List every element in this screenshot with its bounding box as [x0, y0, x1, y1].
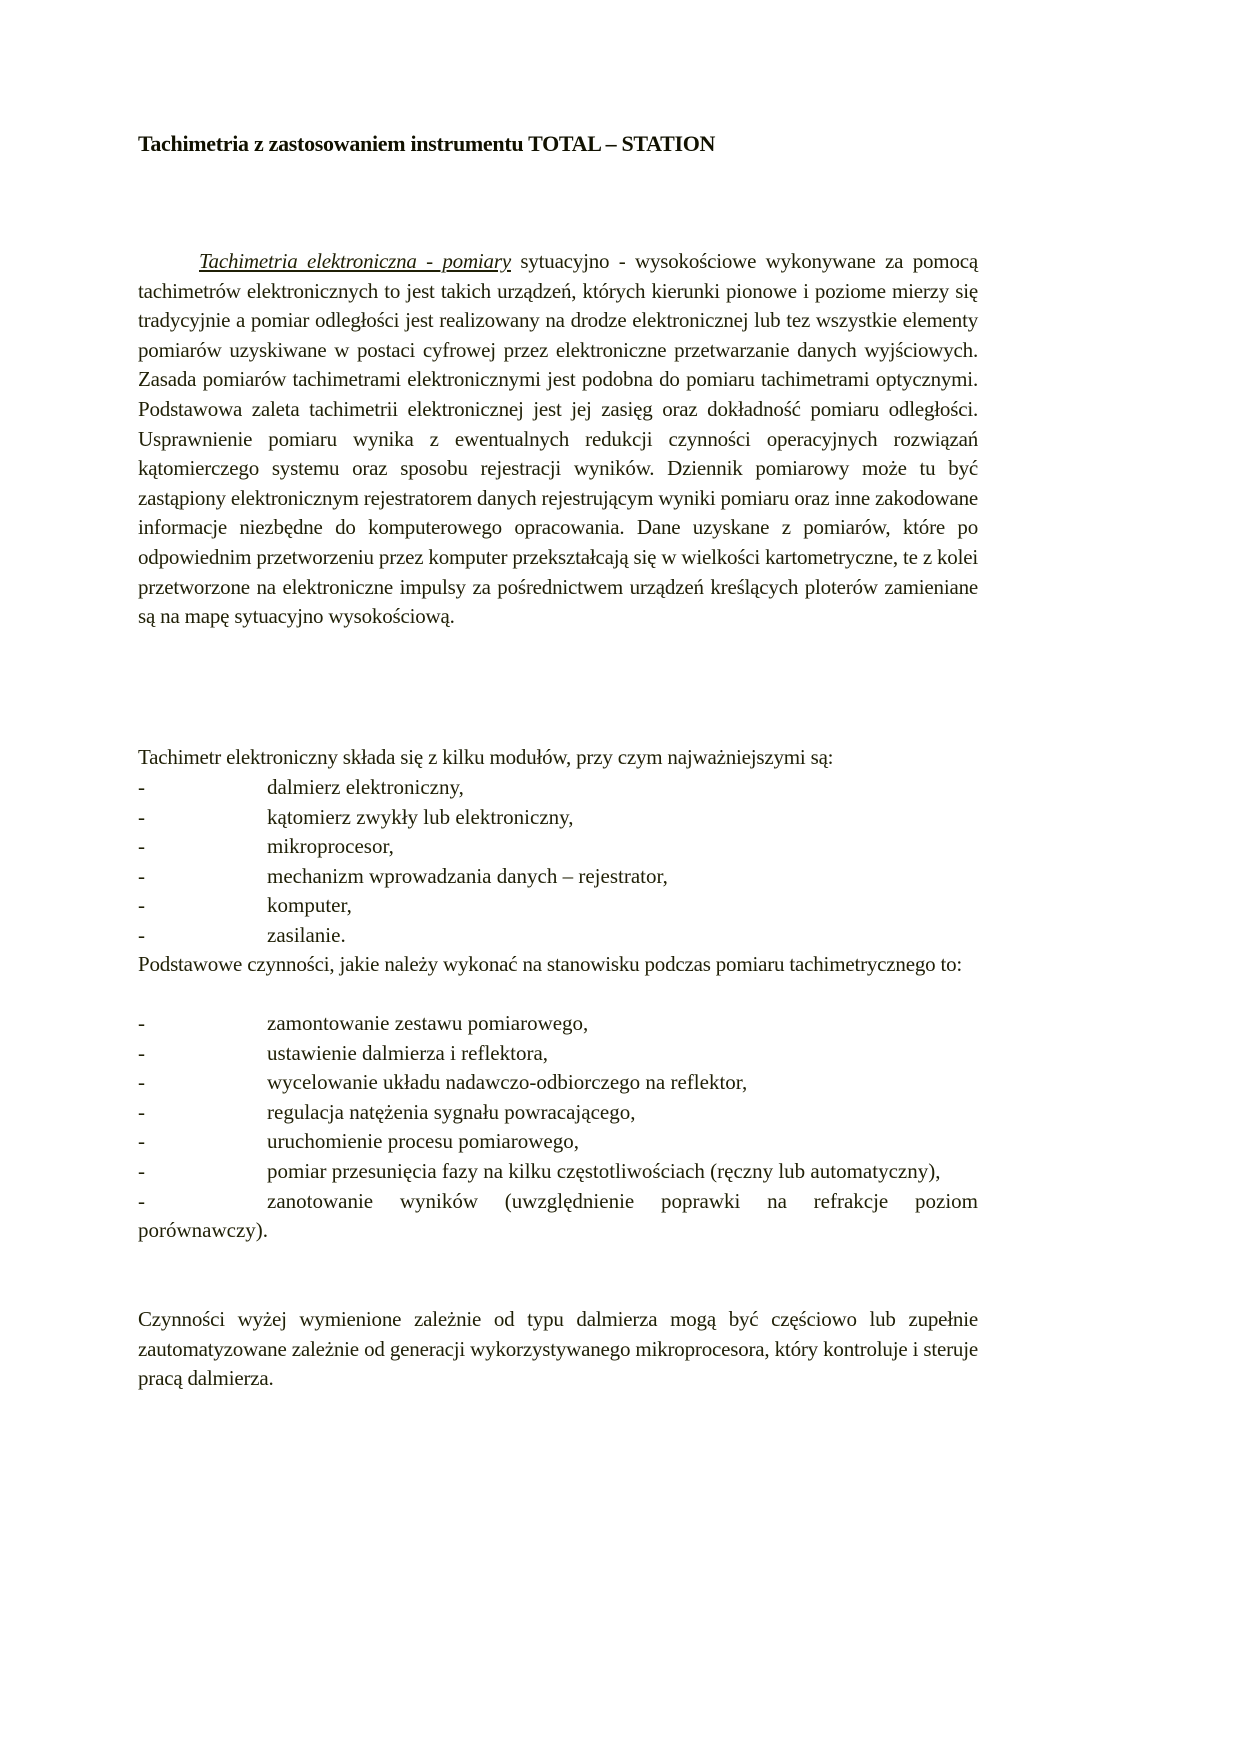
intro-paragraph	[138, 247, 978, 632]
list-item: - mikroprocesor,	[138, 832, 978, 862]
bullet-dash: -	[138, 1070, 145, 1095]
bullet-dash: -	[138, 775, 145, 799]
list-item: - zasilanie.	[138, 921, 978, 951]
list-item: - mechanizm wprowadzania danych – rejestrator,	[138, 862, 978, 892]
intro-lead-term: Tachimetria elektroniczna - pomiary	[199, 249, 511, 273]
bullet-dash: -	[138, 834, 145, 859]
bullet-dash: -	[138, 1099, 145, 1124]
list-item: - zamontowanie zestawu pomiarowego,	[138, 1009, 978, 1039]
bullet-dash: -	[138, 1158, 145, 1183]
closing-paragraph: Czynności wyżej wymienione zależnie od typu dalmierza mogą być częściowo lub zupełnie zautomatyzowane zależnie od generacji wykorzystywanego mikroprocesora, który kontroluje i steruje pracą dalmierza.	[138, 1307, 978, 1391]
modules-list	[138, 773, 978, 951]
list-item: - pomiar przesunięcia fazy na kilku częstotliwościach (ręczny lub automatyczny),	[138, 1157, 978, 1187]
list-item: - kątomierz zwykły lub elektroniczny,	[138, 803, 978, 833]
bullet-dash: -	[138, 893, 145, 918]
intro-text: sytuacyjno - wysokościowe wykonywane za pomocą tachimetrów elektronicznych to jest takich urządzeń, których kierunki pionowe i poziome mierzy się tradycyjnie a pomiar odległości jest realizowany na drodze elektronicznej lub tez wszystkie elementy pomiarów uzyskiwane w postaci cyfrowej przez elektroniczne przetwarzanie danych wyjściowych. Zasada pomiarów tachimetrami elektronicznymi jest podobna do pomiaru tachimetrami optycznymi. Podstawowa zaleta tachimetrii elektronicznej jest jej zasięg oraz dokładność pomiaru odległości. Usprawnienie pomiaru wynika z ewentualnych redukcji czynności operacyjnych rozwiązań kątomierczego systemu oraz sposobu rejestracji wyników. Dziennik pomiarowy może tu być zastąpiony elektronicznym rejestratorem danych rejestrującym wyniki pomiaru oraz inne zakodowane informacje niezbędne do komputerowego opracowania. Dane uzyskane z pomiarów, które po odpowiednim przetworzeniu przez komputer przekształcają się w wielkości kartometryczne, te z kolei przetworzone na elektroniczne impulsy za pośrednictwem urządzeń kreślących ploterów zamieniane są na mapę sytuacyjno wysokościową.	[138, 249, 978, 629]
bullet-dash: -	[138, 804, 145, 829]
bullet-dash: -	[138, 1188, 145, 1213]
list-item: - wycelowanie układu nadawczo-odbiorczego na reflektor,	[138, 1068, 978, 1098]
bullet-dash: -	[138, 1011, 145, 1035]
steps-intro: Podstawowe czynności, jakie należy wykonać na stanowisku podczas pomiaru tachimetrycznego to:	[138, 952, 963, 976]
list-item: - ustawienie dalmierza i reflektora,	[138, 1039, 978, 1069]
list-item: - regulacja natężenia sygnału powracającego,	[138, 1098, 978, 1128]
bullet-dash: -	[138, 863, 145, 888]
list-item: - komputer,	[138, 891, 978, 921]
bullet-dash: -	[138, 1040, 145, 1065]
list-item: - dalmierz elektroniczny,	[138, 773, 978, 803]
modules-intro: Tachimetr elektroniczny składa się z kilku modułów, przy czym najważniejszymi są:	[138, 745, 834, 769]
steps-list	[138, 1009, 978, 1246]
document-title: Tachimetria z zastosowaniem instrumentu TOTAL – STATION	[138, 131, 716, 156]
bullet-dash: -	[138, 922, 145, 947]
list-item: - zanotowanie wyników (uwzględnienie poprawki na refrakcje poziom porównawczy).	[138, 1188, 978, 1243]
list-item: - uruchomienie procesu pomiarowego,	[138, 1127, 978, 1157]
bullet-dash: -	[138, 1129, 145, 1154]
